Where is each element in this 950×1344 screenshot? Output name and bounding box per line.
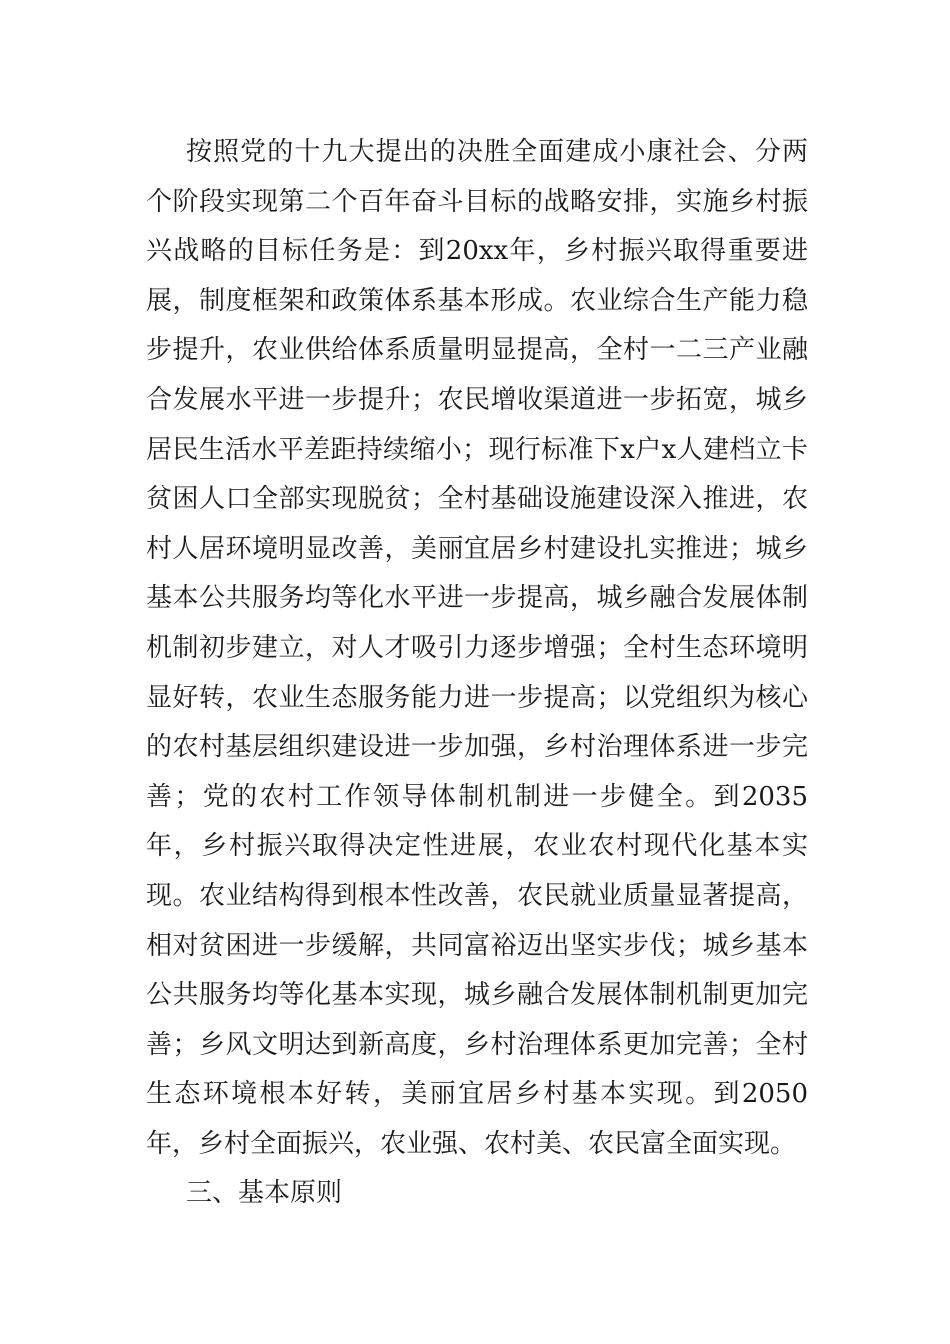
body-paragraph: 按照党的十九大提出的决胜全面建成小康社会、分两个阶段实现第二个百年奋斗目标的战略安排，实施乡村振兴战略的目标任务是：到20xx年，乡村振兴取得重要进展，制度框架和政策体系基本形成。农业综合生产能力稳步提升，农业供给体系质量明显提高，全村一二三产业融合发展水平进一步提升；农民增收渠道进一步拓宽，城乡居民生活水平差距持续缩小；现行标准下x户x人建档立卡贫困人口全部实现脱贫；全村基础设施建设深入推进，农村人居环境明显改善，美丽宜居乡村建设扎实推进；城乡基本公共服务均等化水平进一步提高，城乡融合发展体制机制初步建立，对人才吸引力逐步增强；全村生态环境明显好转，农业生态服务能力进一步提高；以党组织为核心的农村基层组织建设进一步加强，乡村治理体系进一步完善；党的农村工作领导体制机制进一步健全。到2035年，乡村振兴取得决定性进展，农业农村现代化基本实现。农业结构得到根本性改善，农民就业质量显著提高，相对贫困进一步缓解，共同富裕迈出坚实步伐；城乡基本公共服务均等化基本实现，城乡融合发展体制机制更加完善；乡风文明达到新高度，乡村治理体系更加完善；全村生态环境根本好转，美丽宜居乡村基本实现。到2050年，乡村全面振兴，农业强、农村美、农民富全面实现。 [146,137,808,1159]
document-body [146,128,808,1219]
section-heading: 三、基本原则 [186,1178,343,1209]
